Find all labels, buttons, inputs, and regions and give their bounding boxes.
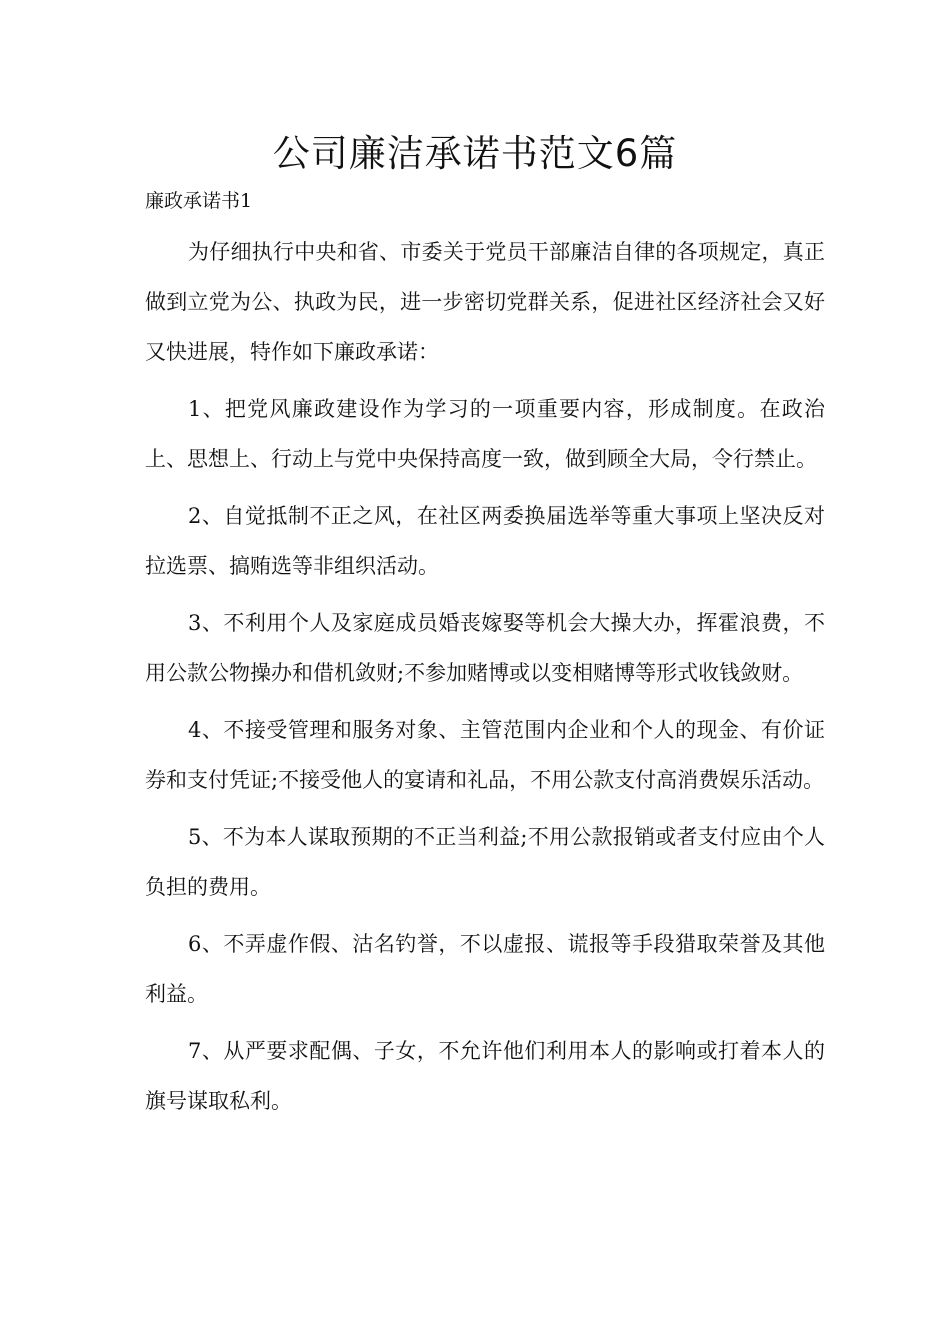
section-heading: 廉政承诺书1 (145, 190, 253, 212)
paragraph-item-7: 7、从严要求配偶、子女，不允许他们利用本人的影响或打着本人的旗号谋取私利。 (145, 1039, 825, 1113)
paragraph-intro: 为仔细执行中央和省、市委关于党员干部廉洁自律的各项规定，真正做到立党为公、执政为民，进一步密切党群关系，促进社区经济社会又好又快进展，特作如下廉政承诺： (145, 240, 825, 364)
paragraph-item-3: 3、不利用个人及家庭成员婚丧嫁娶等机会大操大办，挥霍浪费，不用公款公物操办和借机敛财;不参加赌博或以变相赌博等形式收钱敛财。 (145, 611, 825, 685)
document-title: 公司廉洁承诺书范文6篇 (272, 132, 678, 175)
paragraph-item-4: 4、不接受管理和服务对象、主管范围内企业和个人的现金、有价证券和支付凭证;不接受他人的宴请和礼品，不用公款支付高消费娱乐活动。 (145, 718, 825, 792)
document-body (145, 227, 825, 1133)
paragraph-item-6: 6、不弄虚作假、沽名钓誉，不以虚报、谎报等手段猎取荣誉及其他利益。 (145, 932, 825, 1006)
paragraph-item-5: 5、不为本人谋取预期的不正当利益;不用公款报销或者支付应由个人负担的费用。 (145, 825, 825, 899)
paragraph-item-2: 2、自觉抵制不正之风，在社区两委换届选举等重大事项上坚决反对拉选票、搞贿选等非组织活动。 (145, 504, 825, 578)
paragraph-item-1: 1、把党风廉政建设作为学习的一项重要内容，形成制度。在政治上、思想上、行动上与党中央保持高度一致，做到顾全大局，令行禁止。 (145, 397, 825, 471)
